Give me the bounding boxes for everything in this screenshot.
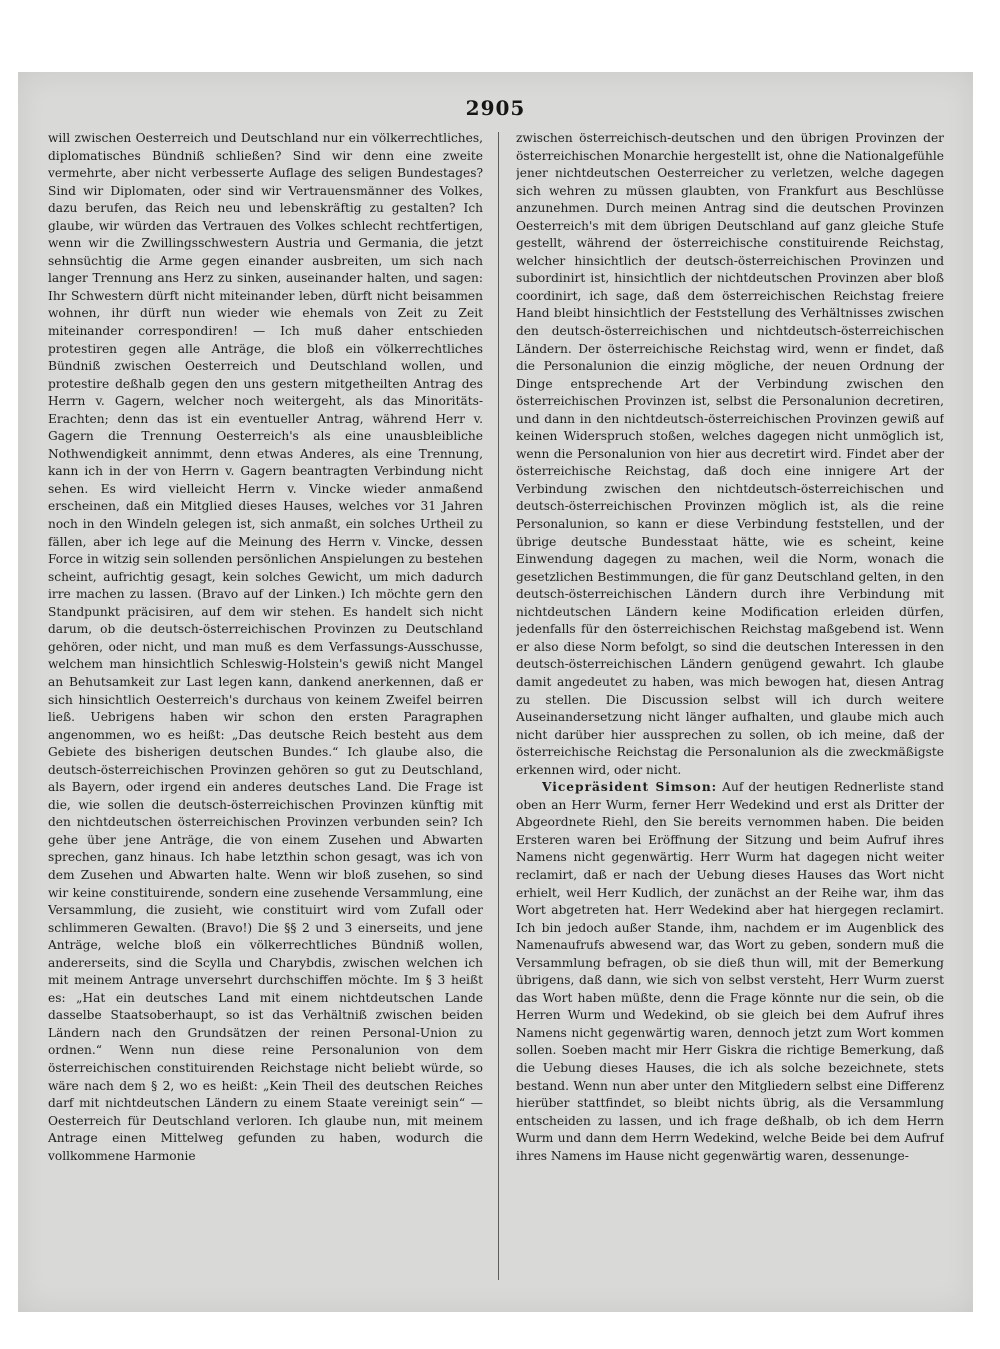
- page-number: 2905: [465, 96, 526, 120]
- column-divider: [498, 132, 499, 1280]
- speaker-name: Vicepräsident Simson:: [542, 780, 718, 795]
- right-column: [516, 130, 944, 1296]
- left-column-paragraph-1: will zwischen Oesterreich und Deutschland nur ein völkerrechtliches, diplomatisches Bündniß schließen? Sind wir denn eine zweite vermehrte, aber nicht verbesserte Auflage des seligen Bundestages? Sind wir Diplomaten, oder sind wir Vertrauensmänner des Volkes, dazu berufen, das Reich neu und lebenskräftig zu gestalten? Ich glaube, wir würden das Vertrauen des Volkes schlecht rechtfertigen, wenn wir die Zwillingsschwestern Austria und Germania, die jetzt sehnsüchtig die Arme gegen einander ausbreiten, um sich nach langer Trennung ans Herz zu sinken, auseinander halten, und sagen: Ihr Schwestern dürft nicht miteinander leben, dürft nicht beisammen wohnen, ihr dürft nun wieder wie ehemals von Zeit zu Zeit miteinander correspondiren! — Ich muß daher entschieden protestiren gegen alle Anträge, die bloß ein völkerrechtliches Bündniß zwischen Oesterreich und Deutschland wollen, und protestire deßhalb gegen den uns gestern mitgetheilten Antrag des Herrn v. Gagern, welcher noch weitergeht, als das Minoritäts-Erachten; denn das ist ein eventueller Antrag, während Herr v. Gagern die Trennung Oesterreich's als eine unausbleibliche Nothwendigkeit annimmt, denn etwas Anderes, als eine Trennung, kann ich in der von Herrn v. Gagern beantragten Verbindung nicht sehen. Es wird vielleicht Herrn v. Vincke wieder anmaßend erscheinen, daß ein Mitglied dieses Hauses, welches vor 31 Jahren noch in den Windeln gelegen ist, sich anmaßt, ein solches Urtheil zu fällen, aber ich lege auf die Meinung des Herrn v. Vincke, dessen Force in witzig sein sollenden persönlichen Anspielungen zu bestehen scheint, aufrichtig gesagt, kein solches Gewicht, um mich dadurch irre machen zu lassen. (Bravo auf der Linken.) Ich möchte gern den Standpunkt präcisiren, auf dem wir stehen. Es handelt sich nicht darum, ob die deutsch-österreichischen Provinzen zu Deutschland gehören, oder nicht, und man muß es dem Verfassungs-Ausschusse, welchem man hinsichtlich Schleswig-Holstein's gewiß nicht Mangel an Behutsamkeit zur Last legen kann, dankend anerkennen, daß er sich hinsichtlich Oesterreich's durchaus von keinem Zweifel beirren ließ. Uebrigens haben wir schon den ersten Paragraphen angenommen, wo es heißt: „Das deutsche Reich besteht aus dem Gebiete des bisherigen deutschen Bundes.“ Ich glaube also, die deutsch-österreichischen Provinzen gehören so gut zu Deutschland, als Bayern, oder irgend ein anderes deutsches Land. Die Frage ist die, wie sollen die deutsch-österreichischen Provinzen künftig mit den nichtdeutschen österreichischen Provinzen verbunden sein? Ich gehe über jene Anträge, die von einem Zusehen und Abwarten sprechen, ganz hinaus. Ich habe letzthin schon gesagt, was ich von dem Zusehen und Abwarten halte. Wenn wir bloß zusehen, so sind wir keine constituirende, sondern eine zusehende Versammlung, eine Versammlung, die zusieht, wie constituirt wird vom Zufall oder schlimmeren Gewalten. (Bravo!) Die §§ 2 und 3 einerseits, und jene Anträge, welche bloß ein völkerrechtliches Bündniß wollen, andererseits, sind die Scylla und Charybdis, zwischen welchen ich mit meinem Antrage unversehrt durchschiffen möchte. Im § 3 heißt es: „Hat ein deutsches Land mit einem nichtdeutschen Lande dasselbe Staatsoberhaupt, so ist das Verhältniß zwischen beiden Ländern nach den Grundsätzen der reinen Personal-Union zu ordnen.“ Wenn nun diese reine Personalunion von dem österreichischen constituirenden Reichstage nicht beliebt würde, so wäre nach dem § 2, wo es heißt: „Kein Theil des deutschen Reiches darf mit nichtdeutschen Ländern zu einem Staate vereinigt sein“ — Oesterreich für Deutschland verloren. Ich glaube nun, mit meinem Antrage einen Mittelweg gefunden zu haben, wodurch die vollkommene Harmonie: [48, 131, 483, 1163]
- right-column-paragraph-1: zwischen österreichisch-deutschen und den übrigen Provinzen der österreichischen Monarchie hergestellt ist, ohne die Nationalgefühle jener nichtdeutschen Oesterreicher zu verletzen, welche dagegen sich wehren zu müssen glaubten, von Frankfurt aus Beschlüsse anzunehmen. Durch meinen Antrag sind die deutschen Provinzen Oesterreich's mit dem übrigen Deutschland auf ganz gleiche Stufe gestellt, während der österreichische constituirende Reichstag, welcher hinsichtlich der deutsch-österreichischen Provinzen und subordinirt ist, hinsichtlich der nichtdeutschen Provinzen aber bloß coordinirt, ich sage, daß dem österreichischen Reichstag freiere Hand bleibt hinsichtlich der Feststellung des Verhältnisses zwischen den deutsch-österreichischen und nichtdeutsch-österreichischen Ländern. Der österreichische Reichstag wird, wenn er findet, daß die Personalunion die einzig mögliche, der neuen Ordnung der Dinge entsprechende Art der Verbindung zwischen den österreichischen Provinzen ist, selbst die Personalunion decretiren, und dann in den nichtdeutsch-österreichischen Provinzen gewiß auf keinen Widerspruch stoßen, welches dagegen nicht unmöglich ist, wenn die Personalunion von hier aus decretirt wird. Findet aber der österreichische Reichstag, daß doch eine innigere Art der Verbindung zwischen den nichtdeutsch-österreichischen und deutsch-österreichischen Provinzen möglich ist, als die reine Personalunion, so kann er diese Verbindung feststellen, und der übrige deutsche Bundesstaat hätte, wie es scheint, keine Einwendung dagegen zu machen, weil die Norm, wonach die gesetzlichen Bestimmungen, die für ganz Deutschland gelten, in den deutsch-österreichischen Ländern durch ihre Verbindung mit nichtdeutschen Ländern keine Modification erleiden dürfen, jedenfalls für den österreichischen Reichstag maßgebend ist. Wenn er also diese Norm befolgt, so sind die deutschen Interessen in den deutsch-österreichischen Ländern genügend gewahrt. Ich glaube damit angedeutet zu haben, was mich bewogen hat, diesen Antrag zu stellen. Die Discussion selbst will ich durch weitere Auseinandersetzung nicht länger aufhalten, und glaube mich auch nicht darüber hier aussprechen zu sollen, ob ich meine, daß der österreichische Reichstag die Personalunion als die zweckmäßigste erkennen wird, oder nicht.: [516, 131, 944, 777]
- speaker-speech: Auf der heutigen Rednerliste stand oben an Herr Wurm, ferner Herr Wedekind und erst als Dritter der Abgeordnete Riehl, den Sie bereits vernommen haben. Die beiden Ersteren waren bei Eröffnung der Sitzung und beim Aufruf ihres Namens nicht gegenwärtig. Herr Wurm hat dagegen nicht weiter reclamirt, daß er nach der Uebung dieses Hauses das Wort nicht erhielt, weil Herr Kudlich, der zunächst an der Reihe war, ihm das Wort abgetreten hat. Herr Wedekind aber hat hiergegen reclamirt. Ich bin jedoch außer Stande, ihm, nachdem er im Augenblick des Namenaufrufs abwesend war, das Wort zu geben, sondern muß die Versammlung befragen, ob sie dieß thun will, mit der Bemerkung übrigens, daß dann, wie sich von selbst versteht, Herr Wurm zuerst das Wort haben müßte, denn die Frage könnte nur die sein, ob die Herren Wurm und Wedekind, ob sie gleich bei dem Aufruf ihres Namens nicht gegenwärtig waren, dennoch jetzt zum Wort kommen sollen. Soeben macht mir Herr Giskra die richtige Bemerkung, daß die Uebung dieses Hauses, die ich als solche bezeichnete, stets bestand. Wenn nun aber unter den Mitgliedern selbst eine Differenz hierüber stattfindet, so bleibt nichts übrig, als die Versammlung entscheiden zu lassen, und ich frage deßhalb, ob ich dem Herrn Wurm und dann dem Herrn Wedekind, welche Beide bei dem Aufruf ihres Namens im Hause nicht gegenwärtig waren, dessenunge-: [516, 780, 944, 1163]
- right-column-paragraph-2: [516, 779, 944, 1165]
- newspaper-page: [18, 72, 973, 1312]
- left-column: [48, 130, 483, 1296]
